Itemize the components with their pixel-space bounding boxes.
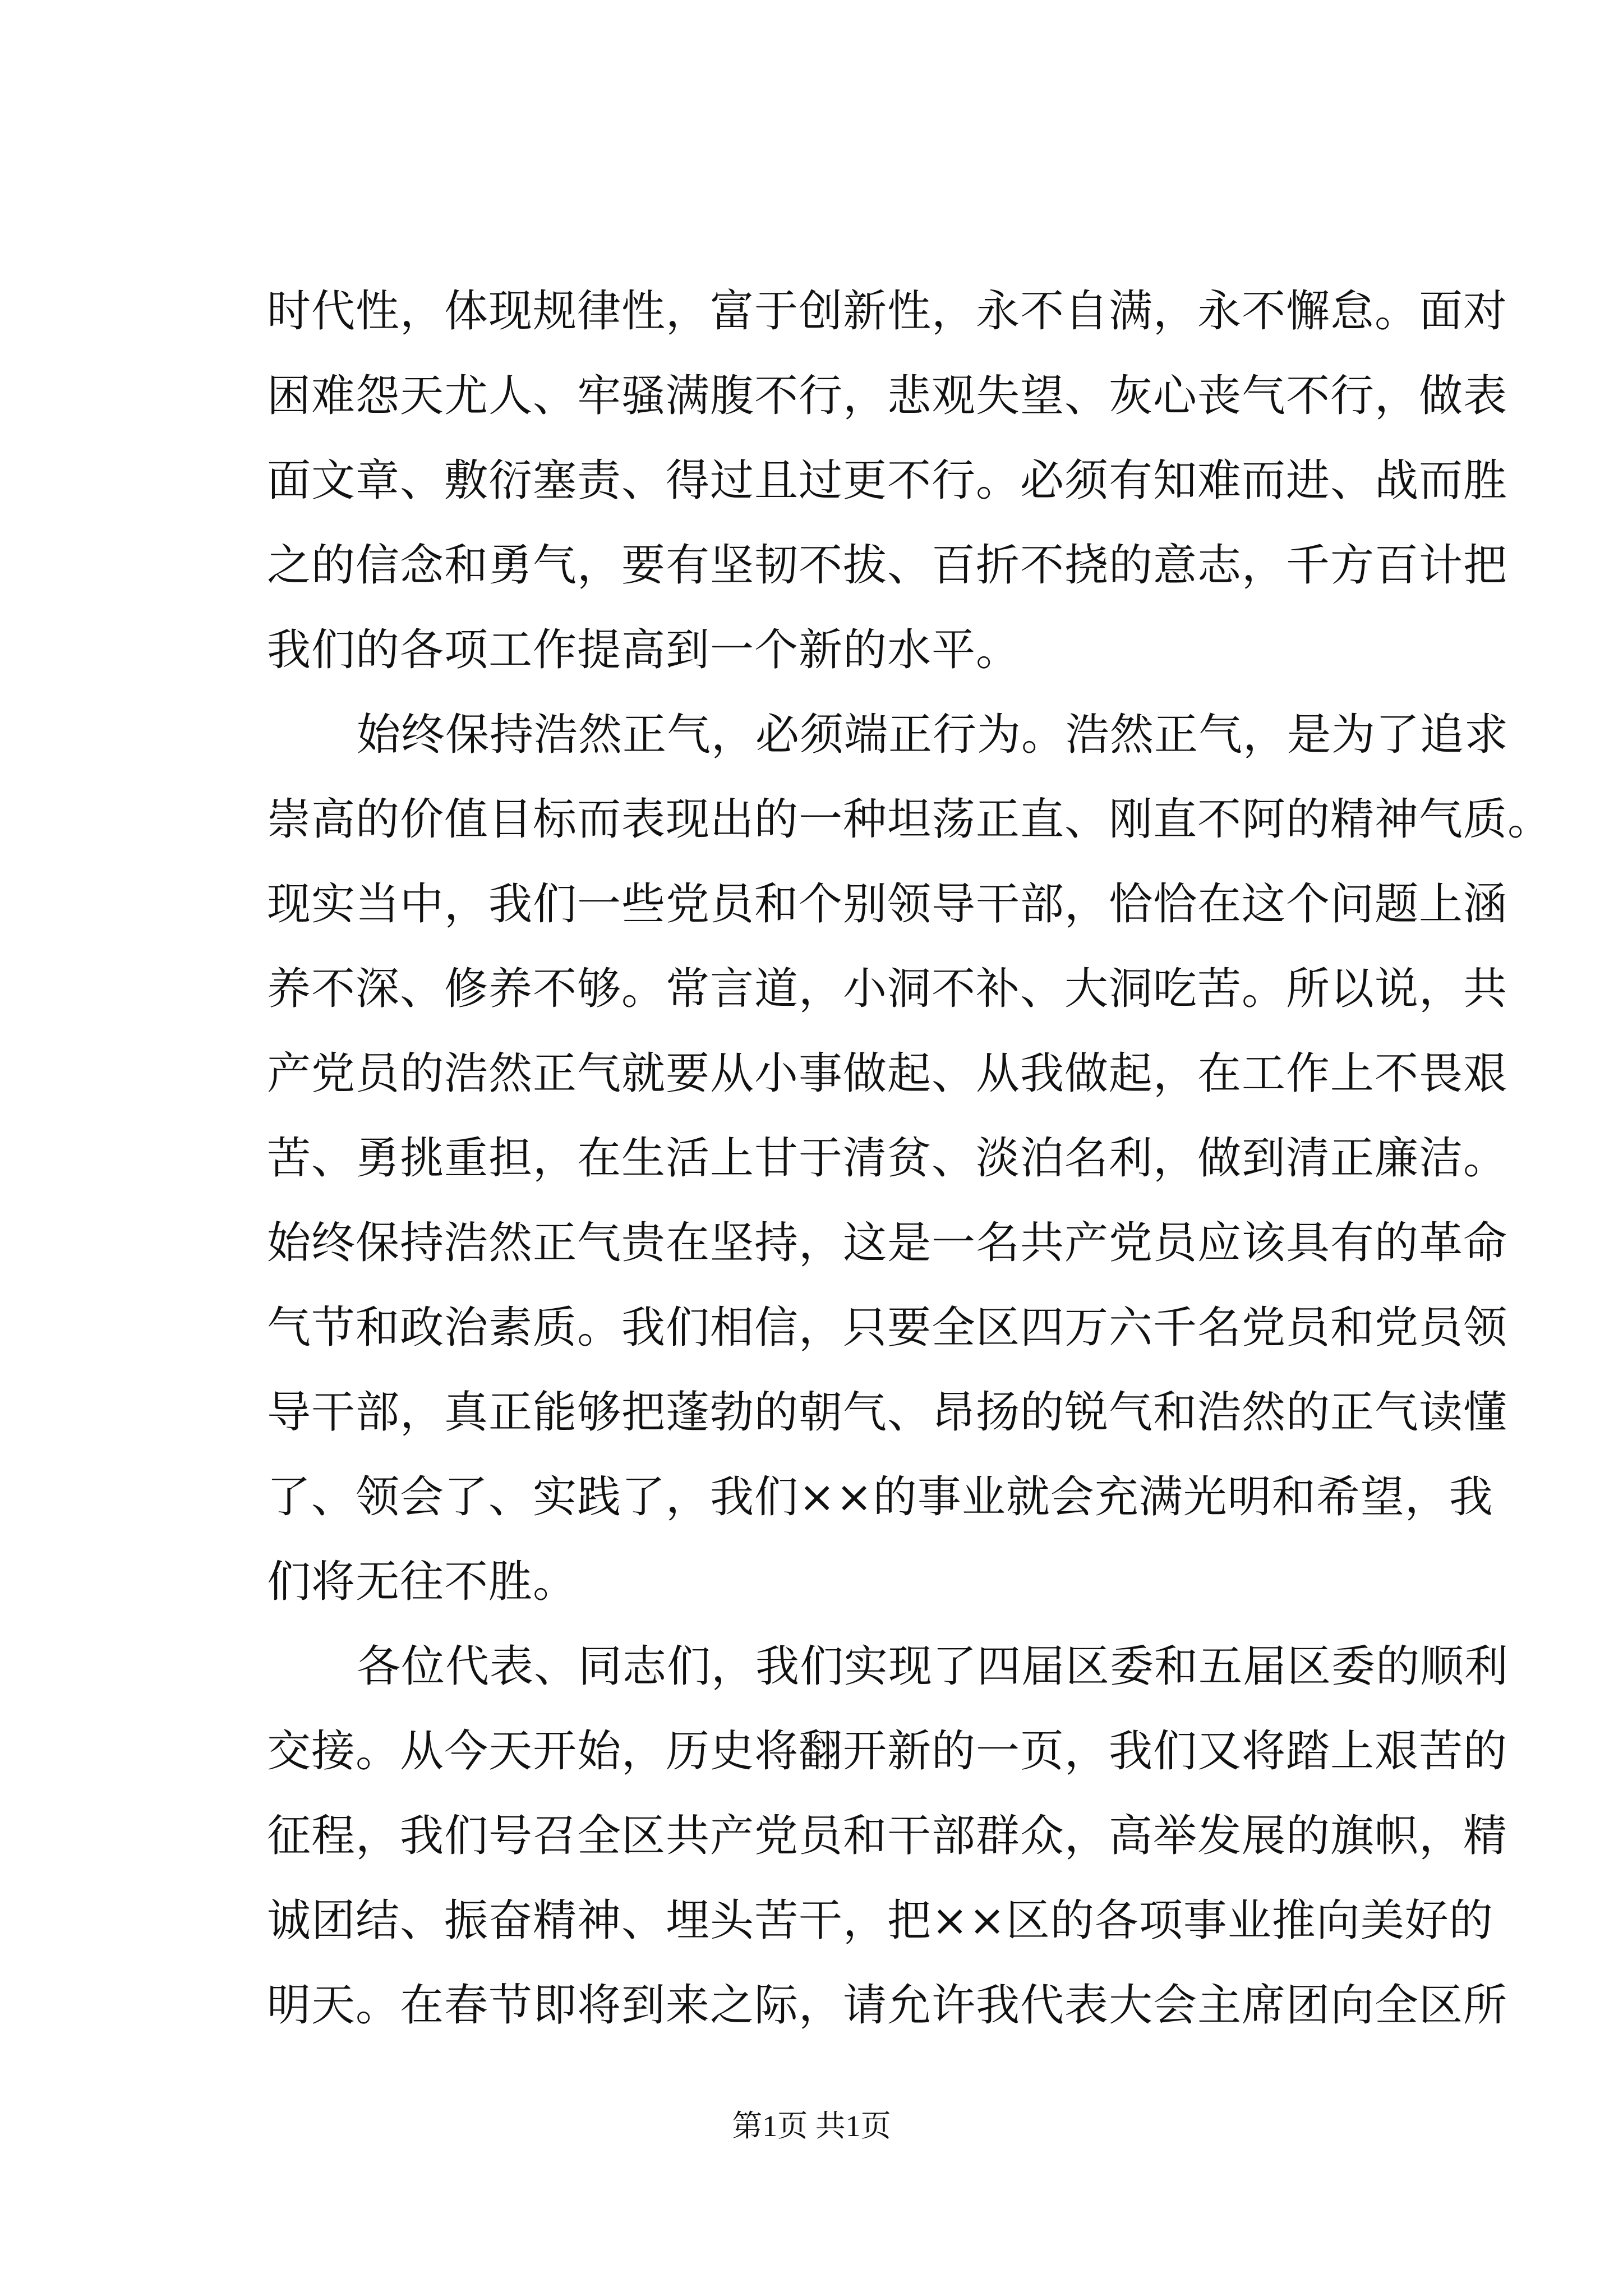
text-line: 苦、勇挑重担，在生活上甘于清贫、淡泊名利，做到清正廉洁。 [267,1133,1508,1184]
text-line: 现实当中，我们一些党员和个别领导干部，恰恰在这个问题上涵 [267,879,1508,930]
text-line: 困难怨天尤人、牢骚满腹不行，悲观失望、灰心丧气不行，做表 [267,371,1508,421]
text-line: 各位代表、同志们，我们实现了四届区委和五届区委的顺利 [357,1641,1509,1692]
text-line: 面文章、敷衍塞责、得过且过更不行。必须有知难而进、战而胜 [267,455,1508,506]
text-line: 始终保持浩然正气贵在坚持，这是一名共产党员应该具有的革命 [267,1218,1508,1268]
document-body [267,269,1552,2048]
text-line: 我们的各项工作提高到一个新的水平。 [267,625,1021,675]
text-line: 征程，我们号召全区共产党员和干部群众，高举发展的旗帜，精 [267,1811,1508,1861]
text-line: 产党员的浩然正气就要从小事做起、从我做起，在工作上不畏艰 [267,1048,1508,1099]
text-line: 交接。从今天开始，历史将翻开新的一页，我们又将踏上艰苦的 [267,1726,1508,1777]
text-line: 之的信念和勇气，要有坚韧不拔、百折不挠的意志，千方百计把 [267,540,1508,591]
text-line: 诚团结、振奋精神、埋头苦干，把××区的各项事业推向美好的 [267,1895,1493,1946]
text-line: 气节和政治素质。我们相信，只要全区四万六千名党员和党员领 [267,1303,1508,1353]
text-line: 们将无往不胜。 [267,1557,578,1607]
text-line: 时代性，体现规律性，富于创新性，永不自满，永不懈怠。面对 [267,286,1508,337]
text-line: 导干部，真正能够把蓬勃的朝气、昂扬的锐气和浩然的正气读懂 [267,1387,1508,1438]
text-line: 崇高的价值目标而表现出的一种坦荡正直、刚直不阿的精神气质。 [267,794,1552,845]
text-line: 始终保持浩然正气，必须端正行为。浩然正气，是为了追求 [357,710,1509,760]
text-line: 了、领会了、实践了，我们××的事业就会充满光明和希望，我 [267,1472,1493,1522]
text-line: 养不深、修养不够。常言道，小洞不补、大洞吃苦。所以说，共 [267,964,1508,1014]
paragraph-3 [267,1625,1509,2048]
paragraph-2 [267,693,1552,1625]
text-line: 明天。在春节即将到来之际，请允许我代表大会主席团向全区所 [267,1980,1508,2031]
page-footer: 第1页 共1页 [732,2109,891,2143]
paragraph-1 [267,269,1508,693]
